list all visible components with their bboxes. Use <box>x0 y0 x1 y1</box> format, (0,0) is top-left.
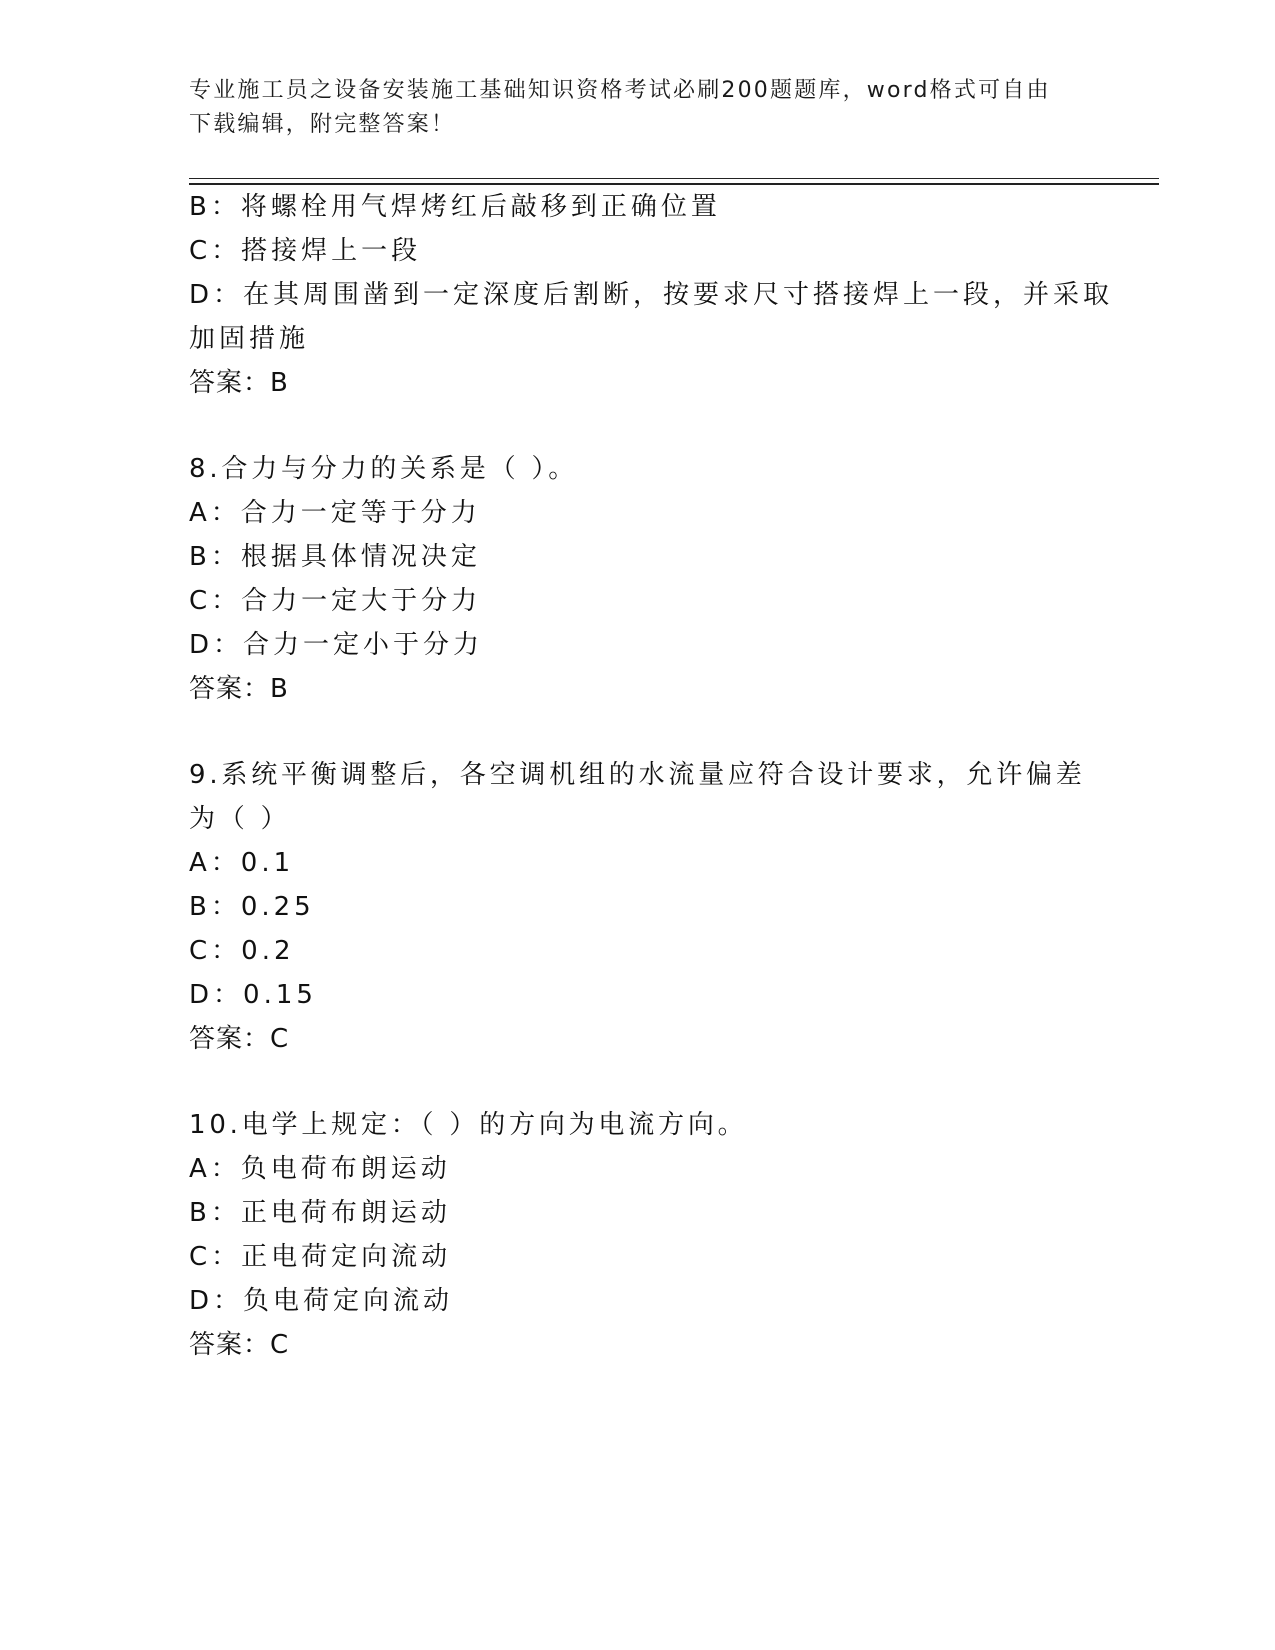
q7-answer: 答案：B <box>189 368 289 398</box>
q7-option-b: B：将螺栓用气焊烤红后敲移到正确位置 <box>189 192 721 222</box>
q9-answer: 答案：C <box>189 1024 290 1054</box>
q8-answer: 答案：B <box>189 674 289 704</box>
q10-option-a: A：负电荷布朗运动 <box>189 1154 451 1184</box>
q10-option-c: C：正电荷定向流动 <box>189 1242 452 1272</box>
q9-option-a: A：0.1 <box>189 848 295 878</box>
q9-question-line-1: 9.系统平衡调整后，各空调机组的水流量应符合设计要求，允许偏差 <box>189 760 1086 790</box>
header-divider-bottom <box>189 183 1159 185</box>
q8-option-c: C：合力一定大于分力 <box>189 586 482 616</box>
q10-question: 10.电学上规定：（ ）的方向为电流方向。 <box>189 1110 748 1140</box>
document-header <box>189 74 1089 142</box>
q10-option-d: D：负电荷定向流动 <box>189 1286 454 1316</box>
header-divider-top <box>189 178 1159 179</box>
q9-option-d: D：0.15 <box>189 980 317 1010</box>
q8-option-a: A：合力一定等于分力 <box>189 498 481 528</box>
q9-question-line-2: 为（ ） <box>189 804 291 834</box>
q10-option-b: B：正电荷布朗运动 <box>189 1198 451 1228</box>
header-line-2: 下载编辑，附完整答案！ <box>189 112 456 137</box>
q8-question: 8.合力与分力的关系是（ ）。 <box>189 454 579 484</box>
q7-option-d-line-2: 加固措施 <box>189 324 310 354</box>
header-line-1: 专业施工员之设备安装施工基础知识资格考试必刷200题题库，word格式可自由 <box>189 78 1051 103</box>
q7-option-d-line-1: D：在其周围凿到一定深度后割断，按要求尺寸搭接焊上一段，并采取 <box>189 280 1114 310</box>
q10-answer: 答案：C <box>189 1330 290 1360</box>
q9-option-c: C：0.2 <box>189 936 295 966</box>
q7-option-c: C：搭接焊上一段 <box>189 236 422 266</box>
q9-option-b: B：0.25 <box>189 892 315 922</box>
q8-option-b: B：根据具体情况决定 <box>189 542 481 572</box>
q8-option-d: D：合力一定小于分力 <box>189 630 484 660</box>
